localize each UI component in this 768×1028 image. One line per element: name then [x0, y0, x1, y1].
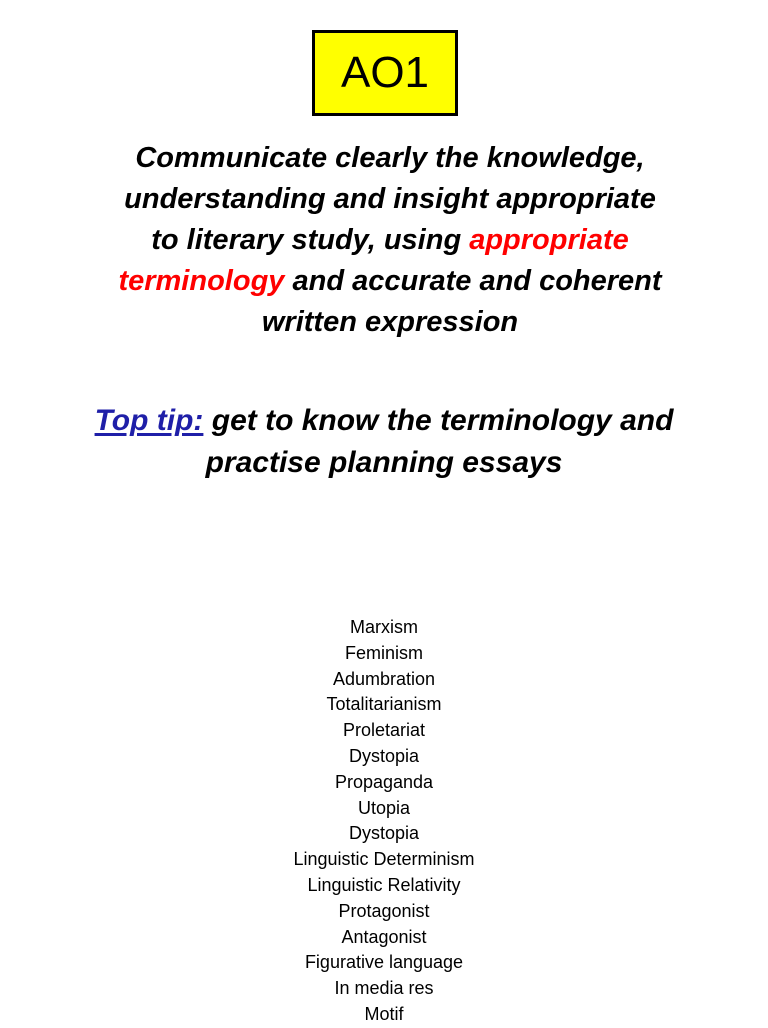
term-item: Dystopia [348, 745, 420, 766]
ao1-heading-box [312, 30, 458, 116]
highlight-terminology: terminology [118, 265, 285, 297]
term-item: Motif [364, 1003, 404, 1024]
term-item: Dystopia [348, 823, 420, 844]
term-item: Linguistic Determinism [293, 849, 475, 870]
top-tip-line-1-text: get to know the terminology and [203, 404, 674, 437]
term-item: Propaganda [334, 771, 434, 792]
statement-line-3-text: to literary study, using [151, 224, 470, 256]
highlight-appropriate: appropriate [469, 224, 629, 256]
top-tip-line-2: practise planning essays [205, 446, 563, 479]
top-tip [30, 400, 738, 484]
term-item: Proletariat [342, 720, 426, 741]
term-item: Protagonist [338, 900, 430, 921]
statement-line-5: written expression [261, 306, 519, 338]
statement-line-1: Communicate clearly the knowledge, [135, 142, 645, 174]
terminology-list [0, 615, 768, 1028]
term-item: In media res [334, 978, 434, 999]
statement-line-4 [40, 261, 740, 302]
term-item: Marxism [350, 617, 418, 637]
term-item: Antagonist [341, 926, 427, 947]
term-item: Totalitarianism [326, 694, 442, 715]
statement-line-2: understanding and insight appropriate [124, 183, 656, 215]
assessment-objective-statement [40, 138, 740, 343]
term-item: Utopia [357, 797, 411, 818]
term-item: Linguistic Relativity [307, 874, 461, 895]
ao1-heading-label: AO1 [340, 48, 430, 97]
term-item: Figurative language [304, 952, 464, 973]
term-item: Adumbration [332, 668, 436, 689]
statement-line-4-text: and accurate and coherent [284, 265, 662, 297]
statement-line-3 [40, 220, 740, 261]
top-tip-line-1 [30, 400, 738, 442]
top-tip-label: Top tip: [94, 404, 204, 437]
term-item: Feminism [344, 642, 423, 663]
